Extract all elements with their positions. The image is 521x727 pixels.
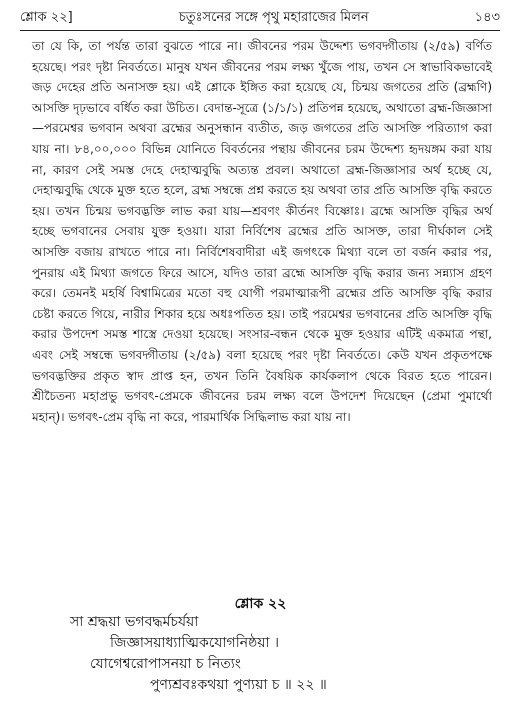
verse-line-3: যোগেশ্বরোপাসনয়া চ নিত্যং [90, 656, 241, 672]
verse-line-4: পুণ্যশ্রবঃকথয়া পুণ্যয়া চ ॥ ২২ ॥ [150, 677, 327, 693]
verse-heading: শ্লোক ২২ [234, 596, 287, 612]
verse-line-2: জিজ্ঞাসয়াধ্যাত্মিকযোগনিষ্ঠয়া । [110, 635, 279, 651]
sanskrit-verse [0, 612, 521, 696]
purport-paragraph: তা যে কি, তা পর্যন্ত তারা বুঝতে পারে না। জীবনের পরম উদ্দেশ্য ভগবদ্গীতায় (২/৫৯) বর্ণিত হয়েছে। পরং দৃষ্টা নিবর্ততে। মানুষ যখন জীবনের পরম লক্ষ্য খুঁজে পায়, তখন সে স্বাভাবিকভাবেই জড় দেহের প্রতি অনাসক্ত হয়। এই শ্লোকে ইঙ্গিত করা হয়েছে যে, চিন্ময় জগতের প্রতি (ব্রহ্মণি) আসক্তি দৃঢ়ভাবে বর্ধিত করা উচিত। বেদান্ত-সূত্রে (১/১/১) প্রতিপন্ন হয়েছে, অথাতো ব্রহ্ম-জিজ্ঞাসা —পরমেশ্বর ভগবান অথবা ব্রহ্মের অনুসন্ধান ব্যতীত, জড় জগতের প্রতি আসক্তি পরিত্যাগ করা যায় না। ৮৪,০০,০০০ বিভিন্ন যোনিতে বিবর্তনের পন্থায় জীবনের চরম উদ্দেশ্য হৃদয়ঙ্গম করা যায় না, কারণ সেই সমস্ত দেহে দেহাত্মবুদ্ধি অত্যন্ত প্রবল। অথাতো ব্রহ্ম-জিজ্ঞাসার অর্থ হচ্ছে যে, দেহাত্মবুদ্ধি থেকে মুক্ত হতে হলে, ব্রহ্ম সম্বন্ধে প্রশ্ন করতে হয় অথবা তার প্রতি আসক্তি বৃদ্ধি করতে হয়। তখন চিন্ময় ভগবদ্ভক্তি লাভ করা যায়—শ্রবণং কীর্তনং বিষ্ণোঃ। ব্রহ্মে আসক্তি বৃদ্ধির অর্থ হচ্ছে ভগবানের সেবায় যুক্ত হওয়া। যারা নির্বিশেষ ব্রহ্মের প্রতি আসক্ত, তারা দীর্ঘকাল সেই আসক্তি বজায় রাখতে পারে না। নির্বিশেষবাদীরা এই জগৎকে মিথ্যা বলে তা বর্জন করার পর, পুনরায় এই মিথ্যা জগতে ফিরে আসে, যদিও তারা ব্রহ্মে আসক্তি বৃদ্ধি করার জন্য সন্ন্যাস গ্রহণ করে। তেমনই মহর্ষি বিশ্বামিত্রের মতো বহু যোগী পরমাত্মারূপী ব্রহ্মের প্রতি আসক্তি বৃদ্ধি করার চেষ্টা করতে গিয়ে, নারীর শিকার হয়ে অধঃপতিত হয়। তাই পরমেশ্বর ভগবানের প্রতি আসক্তি বৃদ্ধি করার উপদেশ সমস্ত শাস্ত্রে দেওয়া হয়েছে। সংসার-বন্ধন থেকে মুক্ত হওয়ার এটিই একমাত্র পন্থা, এবং সেই সম্বন্ধে ভগবদ্গীতায় (২/৫৯) বলা হয়েছে পরং দৃষ্টা নিবর্ততে। কেউ যখন প্রকৃতপক্ষে ভগবদ্ভক্তির প্রকৃত স্বাদ প্রাপ্ত হন, তখন তিনি বৈষয়িক কার্যকলাপ থেকে বিরত হতে পারেন। শ্রীচৈতন্য মহাপ্রভু ভগবৎ-প্রেমকে জীবনের চরম লক্ষ্য বলে উপদেশ দিয়েছেন (প্রেমা পুমার্থো মহান্)। ভগবৎ-প্রেম বৃদ্ধি না করে, পারমার্থিক সিদ্ধিলাভ করা যায় না। [32, 39, 492, 424]
header-section-label: শ্লোক ২২] [20, 9, 73, 25]
running-header [20, 8, 500, 28]
header-chapter-title: চতুঃসনের সঙ্গে পৃথু মহারাজের মিলন [178, 9, 369, 25]
purport-text [32, 36, 492, 427]
header-rule [20, 30, 500, 31]
page-number: ১৪৩ [474, 9, 500, 25]
verse-line-1: সা শ্রদ্ধয়া ভগবদ্ধর্মচর্যয়া [70, 614, 199, 630]
